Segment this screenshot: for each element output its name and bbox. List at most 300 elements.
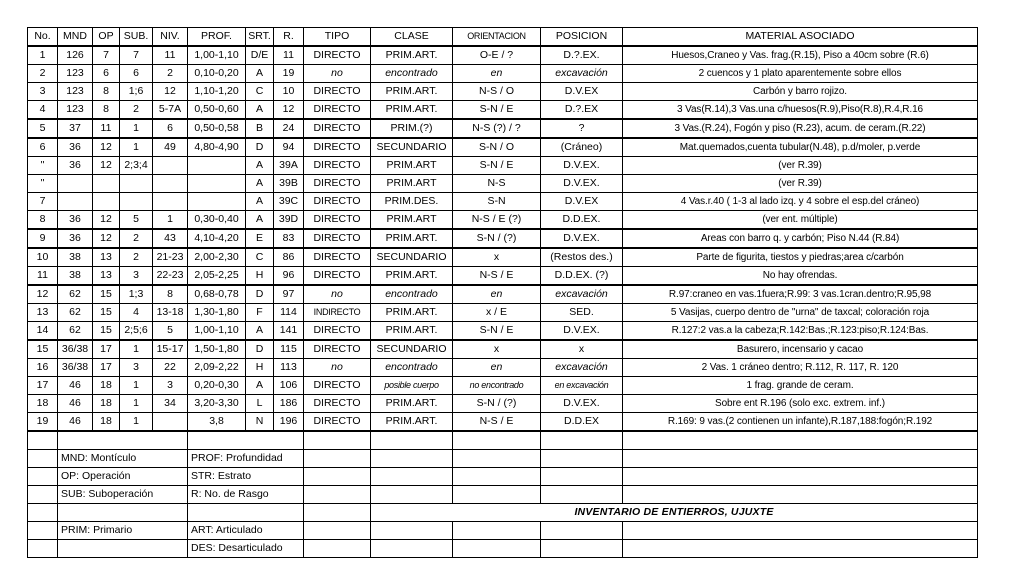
cell-r: 24 [274, 119, 304, 138]
cell-op: 12 [93, 157, 120, 175]
cell-pos: excavación [541, 359, 623, 377]
cell-prof: 0,30-0,40 [188, 211, 246, 230]
inventory-title: INVENTARIO DE ENTIERROS, UJUXTE [371, 504, 978, 522]
cell-prof: 0,20-0,30 [188, 377, 246, 395]
cell-niv [153, 193, 188, 211]
cell-prof: 4,80-4,90 [188, 138, 246, 157]
cell-mnd: 46 [58, 395, 93, 413]
cell-no: 12 [28, 285, 58, 304]
cell-sub: 5 [120, 211, 153, 230]
header-orientacion: ORIENTACION [453, 28, 541, 47]
cell-pos: (Restos des.) [541, 248, 623, 267]
legend-r: R: No. de Rasgo [188, 486, 304, 504]
cell-prof: 1,50-1,80 [188, 340, 246, 359]
legend-des: DES: Desarticulado [188, 540, 304, 558]
cell-orient: en [453, 65, 541, 83]
cell-sub: 1 [120, 340, 153, 359]
cell-mnd: 123 [58, 65, 93, 83]
cell-no: 19 [28, 413, 58, 432]
cell-orient: x [453, 340, 541, 359]
cell-orient: S-N / E [453, 101, 541, 120]
table-row [28, 83, 978, 101]
cell-orient: N-S / E (?) [453, 211, 541, 230]
cell-niv: 22-23 [153, 267, 188, 286]
cell-mat: R.169: 9 vas.(2 contienen un infante),R.187,188:fogón;R.192 [623, 413, 978, 432]
legend-row [28, 504, 978, 522]
cell-no: 13 [28, 304, 58, 322]
cell-mnd: 46 [58, 377, 93, 395]
cell-mnd: 36 [58, 211, 93, 230]
cell-tipo: DIRECTO [304, 340, 371, 359]
cell-prof: 0,10-0,20 [188, 65, 246, 83]
cell-prof: 1,30-1,80 [188, 304, 246, 322]
cell-tipo: DIRECTO [304, 267, 371, 286]
header-srt: SRT. [246, 28, 274, 47]
cell-pos: D.V.EX [541, 83, 623, 101]
cell-pos: excavación [541, 285, 623, 304]
cell-prof: 2,00-2,30 [188, 248, 246, 267]
cell-niv [153, 175, 188, 193]
cell-no: " [28, 175, 58, 193]
cell-tipo: DIRECTO [304, 395, 371, 413]
cell-mat: (ver R.39) [623, 157, 978, 175]
cell-tipo: DIRECTO [304, 229, 371, 248]
burial-inventory-table [27, 27, 978, 558]
table-row [28, 157, 978, 175]
cell-srt: A [246, 193, 274, 211]
cell-sub: 1;3 [120, 285, 153, 304]
cell-pos: D.V.EX. [541, 229, 623, 248]
cell-mat: Areas con barro q. y carbón; Piso N.44 (R.84) [623, 229, 978, 248]
cell-tipo: no [304, 359, 371, 377]
cell-mat: 1 frag. grande de ceram. [623, 377, 978, 395]
cell-tipo: DIRECTO [304, 101, 371, 120]
cell-tipo: INDIRECTO [304, 304, 371, 322]
table-row [28, 248, 978, 267]
cell-op: 15 [93, 285, 120, 304]
cell-r: 11 [274, 46, 304, 65]
cell-pos: D.?.EX [541, 101, 623, 120]
cell-clase: PRIM.ART. [371, 267, 453, 286]
cell-no: 1 [28, 46, 58, 65]
cell-clase: SECUNDARIO [371, 248, 453, 267]
table-row [28, 322, 978, 341]
cell-sub: 1 [120, 377, 153, 395]
cell-r: 106 [274, 377, 304, 395]
cell-mnd: 62 [58, 304, 93, 322]
cell-srt: C [246, 248, 274, 267]
cell-pos: ? [541, 119, 623, 138]
cell-orient: S-N / (?) [453, 395, 541, 413]
cell-orient: N-S / E [453, 413, 541, 432]
cell-srt: A [246, 211, 274, 230]
cell-no: 3 [28, 83, 58, 101]
cell-srt: A [246, 322, 274, 341]
cell-sub: 3 [120, 359, 153, 377]
cell-niv: 2 [153, 65, 188, 83]
cell-srt: B [246, 119, 274, 138]
cell-prof: 1,10-1,20 [188, 83, 246, 101]
header-clase: CLASE [371, 28, 453, 47]
cell-tipo: no [304, 285, 371, 304]
cell-mat: Mat.quemados,cuenta tubular(N.48), p.d/moler, p.verde [623, 138, 978, 157]
cell-op: 18 [93, 377, 120, 395]
header-no: No. [28, 28, 58, 47]
cell-niv: 13-18 [153, 304, 188, 322]
cell-r: 97 [274, 285, 304, 304]
cell-r: 39C [274, 193, 304, 211]
cell-r: 141 [274, 322, 304, 341]
cell-no: 9 [28, 229, 58, 248]
cell-prof: 2,05-2,25 [188, 267, 246, 286]
header-sub: SUB. [120, 28, 153, 47]
cell-op: 11 [93, 119, 120, 138]
table-row [28, 101, 978, 120]
cell-prof: 3,20-3,30 [188, 395, 246, 413]
cell-srt: D [246, 340, 274, 359]
table-row [28, 138, 978, 157]
cell-mnd [58, 175, 93, 193]
cell-clase: SECUNDARIO [371, 340, 453, 359]
cell-mat: Huesos,Craneo y Vas. frag.(R.15), Piso a 40cm sobre (R.6) [623, 46, 978, 65]
cell-op: 18 [93, 395, 120, 413]
cell-sub: 1;6 [120, 83, 153, 101]
cell-niv: 5 [153, 322, 188, 341]
cell-tipo: DIRECTO [304, 413, 371, 432]
cell-sub: 2 [120, 229, 153, 248]
cell-tipo: DIRECTO [304, 46, 371, 65]
cell-srt: F [246, 304, 274, 322]
table-row [28, 229, 978, 248]
table-row [28, 119, 978, 138]
legend-prim: PRIM: Primario [58, 522, 188, 540]
cell-no: 7 [28, 193, 58, 211]
header-material: MATERIAL ASOCIADO [623, 28, 978, 47]
cell-op: 6 [93, 65, 120, 83]
cell-op: 12 [93, 229, 120, 248]
cell-r: 113 [274, 359, 304, 377]
legend-art: ART: Articulado [188, 522, 304, 540]
cell-tipo: DIRECTO [304, 211, 371, 230]
cell-clase: encontrado [371, 65, 453, 83]
table-row [28, 267, 978, 286]
cell-r: 12 [274, 101, 304, 120]
cell-op: 17 [93, 340, 120, 359]
cell-srt: N [246, 413, 274, 432]
cell-pos: excavación [541, 65, 623, 83]
table-row [28, 46, 978, 65]
table-row [28, 304, 978, 322]
cell-niv: 43 [153, 229, 188, 248]
cell-pos: D.V.EX [541, 193, 623, 211]
cell-clase: PRIM.ART [371, 211, 453, 230]
cell-sub [120, 193, 153, 211]
cell-no: " [28, 157, 58, 175]
cell-clase: posible cuerpo [371, 377, 453, 395]
cell-sub: 4 [120, 304, 153, 322]
cell-tipo: DIRECTO [304, 193, 371, 211]
cell-pos: D.?.EX. [541, 46, 623, 65]
cell-niv: 5-7A [153, 101, 188, 120]
table-row [28, 413, 978, 432]
cell-sub: 2;3;4 [120, 157, 153, 175]
table-row [28, 175, 978, 193]
cell-orient: S-N / E [453, 157, 541, 175]
cell-pos: SED. [541, 304, 623, 322]
cell-no: 10 [28, 248, 58, 267]
cell-srt: A [246, 377, 274, 395]
cell-r: 115 [274, 340, 304, 359]
legend-row [28, 468, 978, 486]
table-row [28, 395, 978, 413]
cell-no: 18 [28, 395, 58, 413]
cell-clase: PRIM.ART. [371, 101, 453, 120]
table-row [28, 285, 978, 304]
header-tipo: TIPO [304, 28, 371, 47]
cell-prof [188, 157, 246, 175]
cell-mat: 2 Vas. 1 cráneo dentro; R.112, R. 117, R. 120 [623, 359, 978, 377]
cell-mat: R.97:craneo en vas.1fuera;R.99: 3 vas.1cran.dentro;R.95,98 [623, 285, 978, 304]
cell-prof [188, 175, 246, 193]
cell-mat: Basurero, incensario y cacao [623, 340, 978, 359]
cell-orient: N-S [453, 175, 541, 193]
cell-niv: 49 [153, 138, 188, 157]
cell-pos: D.V.EX. [541, 322, 623, 341]
cell-r: 19 [274, 65, 304, 83]
cell-sub: 1 [120, 138, 153, 157]
cell-clase: PRIM.ART. [371, 413, 453, 432]
cell-op [93, 175, 120, 193]
cell-mnd [58, 193, 93, 211]
legend-str: STR: Estrato [188, 468, 304, 486]
cell-no: 8 [28, 211, 58, 230]
cell-op: 8 [93, 101, 120, 120]
cell-sub: 1 [120, 395, 153, 413]
cell-tipo: DIRECTO [304, 322, 371, 341]
cell-no: 2 [28, 65, 58, 83]
legend-row [28, 431, 978, 450]
cell-sub: 2 [120, 248, 153, 267]
cell-prof [188, 193, 246, 211]
cell-orient: S-N / E [453, 322, 541, 341]
cell-mnd: 62 [58, 285, 93, 304]
table-row [28, 359, 978, 377]
cell-mat: (ver R.39) [623, 175, 978, 193]
cell-mat: 5 Vasijas, cuerpo dentro de "urna" de taxcal; coloración roja [623, 304, 978, 322]
legend-row [28, 486, 978, 504]
cell-orient: en [453, 285, 541, 304]
cell-orient: N-S (?) / ? [453, 119, 541, 138]
cell-op: 15 [93, 322, 120, 341]
cell-prof: 0,50-0,58 [188, 119, 246, 138]
table-row [28, 193, 978, 211]
cell-mnd: 36 [58, 229, 93, 248]
legend-op: OP: Operación [58, 468, 188, 486]
table-body [28, 46, 978, 431]
cell-op: 13 [93, 267, 120, 286]
cell-no: 17 [28, 377, 58, 395]
cell-clase: PRIM.ART. [371, 46, 453, 65]
cell-mat: 4 Vas.r.40 ( 1-3 al lado izq. y 4 sobre el esp.del cráneo) [623, 193, 978, 211]
cell-tipo: DIRECTO [304, 248, 371, 267]
cell-pos: D.V.EX. [541, 175, 623, 193]
cell-clase: PRIM.ART [371, 175, 453, 193]
cell-mnd: 36 [58, 157, 93, 175]
cell-mat: 2 cuencos y 1 plato aparentemente sobre ellos [623, 65, 978, 83]
cell-niv: 12 [153, 83, 188, 101]
cell-pos: D.V.EX. [541, 157, 623, 175]
cell-sub: 1 [120, 413, 153, 432]
cell-no: 4 [28, 101, 58, 120]
cell-srt: L [246, 395, 274, 413]
cell-orient: S-N [453, 193, 541, 211]
cell-tipo: DIRECTO [304, 119, 371, 138]
cell-orient: no encontrado [453, 377, 541, 395]
legend-mnd: MND: Montículo [58, 450, 188, 468]
cell-r: 10 [274, 83, 304, 101]
legend-row [28, 522, 978, 540]
cell-r: 186 [274, 395, 304, 413]
cell-clase: PRIM.ART [371, 157, 453, 175]
cell-clase: PRIM.(?) [371, 119, 453, 138]
cell-mnd: 46 [58, 413, 93, 432]
cell-prof: 1,00-1,10 [188, 322, 246, 341]
cell-sub [120, 175, 153, 193]
cell-op: 12 [93, 138, 120, 157]
cell-sub: 2;5;6 [120, 322, 153, 341]
cell-r: 96 [274, 267, 304, 286]
cell-srt: A [246, 175, 274, 193]
cell-niv: 34 [153, 395, 188, 413]
header-row [28, 28, 978, 47]
cell-pos: D.V.EX. [541, 395, 623, 413]
cell-op: 12 [93, 211, 120, 230]
cell-tipo: DIRECTO [304, 83, 371, 101]
cell-prof: 2,09-2,22 [188, 359, 246, 377]
cell-sub: 2 [120, 101, 153, 120]
cell-mat: Carbón y barro rojizo. [623, 83, 978, 101]
cell-orient: S-N / (?) [453, 229, 541, 248]
cell-srt: E [246, 229, 274, 248]
cell-clase: PRIM.ART. [371, 395, 453, 413]
cell-mnd: 123 [58, 83, 93, 101]
cell-tipo: no [304, 65, 371, 83]
cell-clase: PRIM.DES. [371, 193, 453, 211]
cell-mat: Parte de figurita, tiestos y piedras;area c/carbón [623, 248, 978, 267]
cell-mat: No hay ofrendas. [623, 267, 978, 286]
cell-op: 18 [93, 413, 120, 432]
cell-clase: encontrado [371, 359, 453, 377]
cell-niv [153, 157, 188, 175]
cell-prof: 4,10-4,20 [188, 229, 246, 248]
table-row [28, 340, 978, 359]
cell-tipo: DIRECTO [304, 175, 371, 193]
cell-clase: PRIM.ART. [371, 304, 453, 322]
table-row [28, 65, 978, 83]
legend-prof: PROF: Profundidad [188, 450, 304, 468]
cell-r: 83 [274, 229, 304, 248]
cell-prof: 0,50-0,60 [188, 101, 246, 120]
cell-mat: Sobre ent R.196 (solo exc. extrem. inf.) [623, 395, 978, 413]
cell-clase: PRIM.ART. [371, 229, 453, 248]
cell-op [93, 193, 120, 211]
cell-srt: H [246, 267, 274, 286]
cell-orient: x / E [453, 304, 541, 322]
cell-mnd: 36/38 [58, 359, 93, 377]
cell-pos: x [541, 340, 623, 359]
cell-op: 15 [93, 304, 120, 322]
cell-r: 94 [274, 138, 304, 157]
cell-tipo: DIRECTO [304, 138, 371, 157]
cell-srt: A [246, 65, 274, 83]
cell-pos: D.D.EX. [541, 211, 623, 230]
cell-srt: A [246, 101, 274, 120]
cell-no: 11 [28, 267, 58, 286]
cell-pos: D.D.EX. (?) [541, 267, 623, 286]
cell-tipo: DIRECTO [304, 157, 371, 175]
cell-orient: O-E / ? [453, 46, 541, 65]
cell-r: 39D [274, 211, 304, 230]
cell-niv: 1 [153, 211, 188, 230]
cell-op: 8 [93, 83, 120, 101]
cell-mat: R.127:2 vas.a la cabeza;R.142:Bas.;R.123:piso;R.124:Bas. [623, 322, 978, 341]
cell-mat: 3 Vas.(R.24), Fogón y piso (R.23), acum. de ceram.(R.22) [623, 119, 978, 138]
cell-mat: 3 Vas(R.14),3 Vas.una c/huesos(R.9),Piso(R.8),R.4,R.16 [623, 101, 978, 120]
cell-r: 86 [274, 248, 304, 267]
cell-op: 7 [93, 46, 120, 65]
cell-pos: en excavación [541, 377, 623, 395]
cell-tipo: DIRECTO [304, 377, 371, 395]
cell-niv: 3 [153, 377, 188, 395]
cell-r: 114 [274, 304, 304, 322]
cell-prof: 1,00-1,10 [188, 46, 246, 65]
header-op: OP [93, 28, 120, 47]
cell-sub: 1 [120, 119, 153, 138]
cell-srt: C [246, 83, 274, 101]
header-prof: PROF. [188, 28, 246, 47]
cell-clase: SECUNDARIO [371, 138, 453, 157]
cell-srt: D [246, 138, 274, 157]
cell-r: 39B [274, 175, 304, 193]
cell-niv: 8 [153, 285, 188, 304]
header-mnd: MND [58, 28, 93, 47]
cell-pos: (Cráneo) [541, 138, 623, 157]
cell-op: 17 [93, 359, 120, 377]
cell-niv: 11 [153, 46, 188, 65]
cell-orient: N-S / E [453, 267, 541, 286]
cell-mnd: 123 [58, 101, 93, 120]
cell-orient: x [453, 248, 541, 267]
cell-prof: 0,68-0,78 [188, 285, 246, 304]
cell-op: 13 [93, 248, 120, 267]
cell-no: 16 [28, 359, 58, 377]
cell-niv: 22 [153, 359, 188, 377]
cell-niv: 21-23 [153, 248, 188, 267]
cell-sub: 3 [120, 267, 153, 286]
legend-sub: SUB: Suboperación [58, 486, 188, 504]
cell-srt: A [246, 157, 274, 175]
cell-srt: D [246, 285, 274, 304]
cell-srt: D/E [246, 46, 274, 65]
cell-prof: 3,8 [188, 413, 246, 432]
cell-sub: 7 [120, 46, 153, 65]
cell-orient: en [453, 359, 541, 377]
cell-no: 5 [28, 119, 58, 138]
cell-clase: PRIM.ART. [371, 83, 453, 101]
cell-mnd: 126 [58, 46, 93, 65]
cell-orient: S-N / O [453, 138, 541, 157]
cell-niv [153, 413, 188, 432]
